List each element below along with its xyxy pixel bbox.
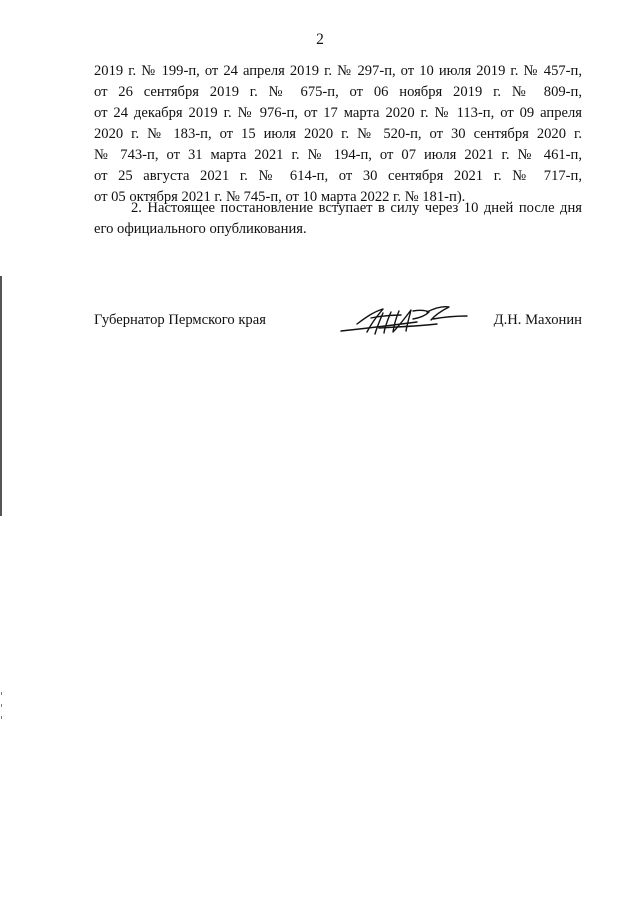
paragraph-1-line: от 05 октября 2021 г. № 745-п, от 10 марта 2022 г. № 181-п).: [94, 189, 466, 205]
paragraph-1-line: от 24 декабря 2019 г. № 976-п, от 17 марта 2020 г. № 113-п, от 09 апреля: [94, 105, 582, 121]
paragraph-1-line: от 25 августа 2021 г. № 614-п, от 30 сентября 2021 г. № 717-п,: [94, 168, 582, 184]
paragraph-1-line: от 26 сентября 2019 г. № 675-п, от 06 ноября 2019 г. № 809-п,: [94, 84, 582, 100]
scan-edge-dot: [1, 692, 2, 695]
paragraph-1-line: 2020 г. № 183-п, от 15 июля 2020 г. № 520-п, от 30 сентября 2020 г.: [94, 126, 582, 142]
paragraph-2-line: 2. Настоящее постановление вступает в силу через 10 дней после дня: [131, 200, 582, 216]
signer-position: Губернатор Пермского края: [94, 312, 266, 328]
page-number: 2: [316, 31, 324, 48]
scan-edge-dot: [1, 716, 2, 719]
paragraph-1-line: 2019 г. № 199-п, от 24 апреля 2019 г. № 297-п, от 10 июля 2019 г. № 457-п,: [94, 63, 582, 79]
signature-block: [94, 312, 582, 342]
handwritten-signature: [339, 298, 469, 344]
scan-edge-mark: [0, 276, 2, 516]
scan-edge-dot: [1, 704, 2, 707]
paragraph-2-line: его официального опубликования.: [94, 221, 307, 237]
signer-name: Д.Н. Махонин: [493, 312, 582, 328]
paragraph-1-line: № 743-п, от 31 марта 2021 г. № 194-п, от 07 июля 2021 г. № 461-п,: [94, 147, 582, 163]
